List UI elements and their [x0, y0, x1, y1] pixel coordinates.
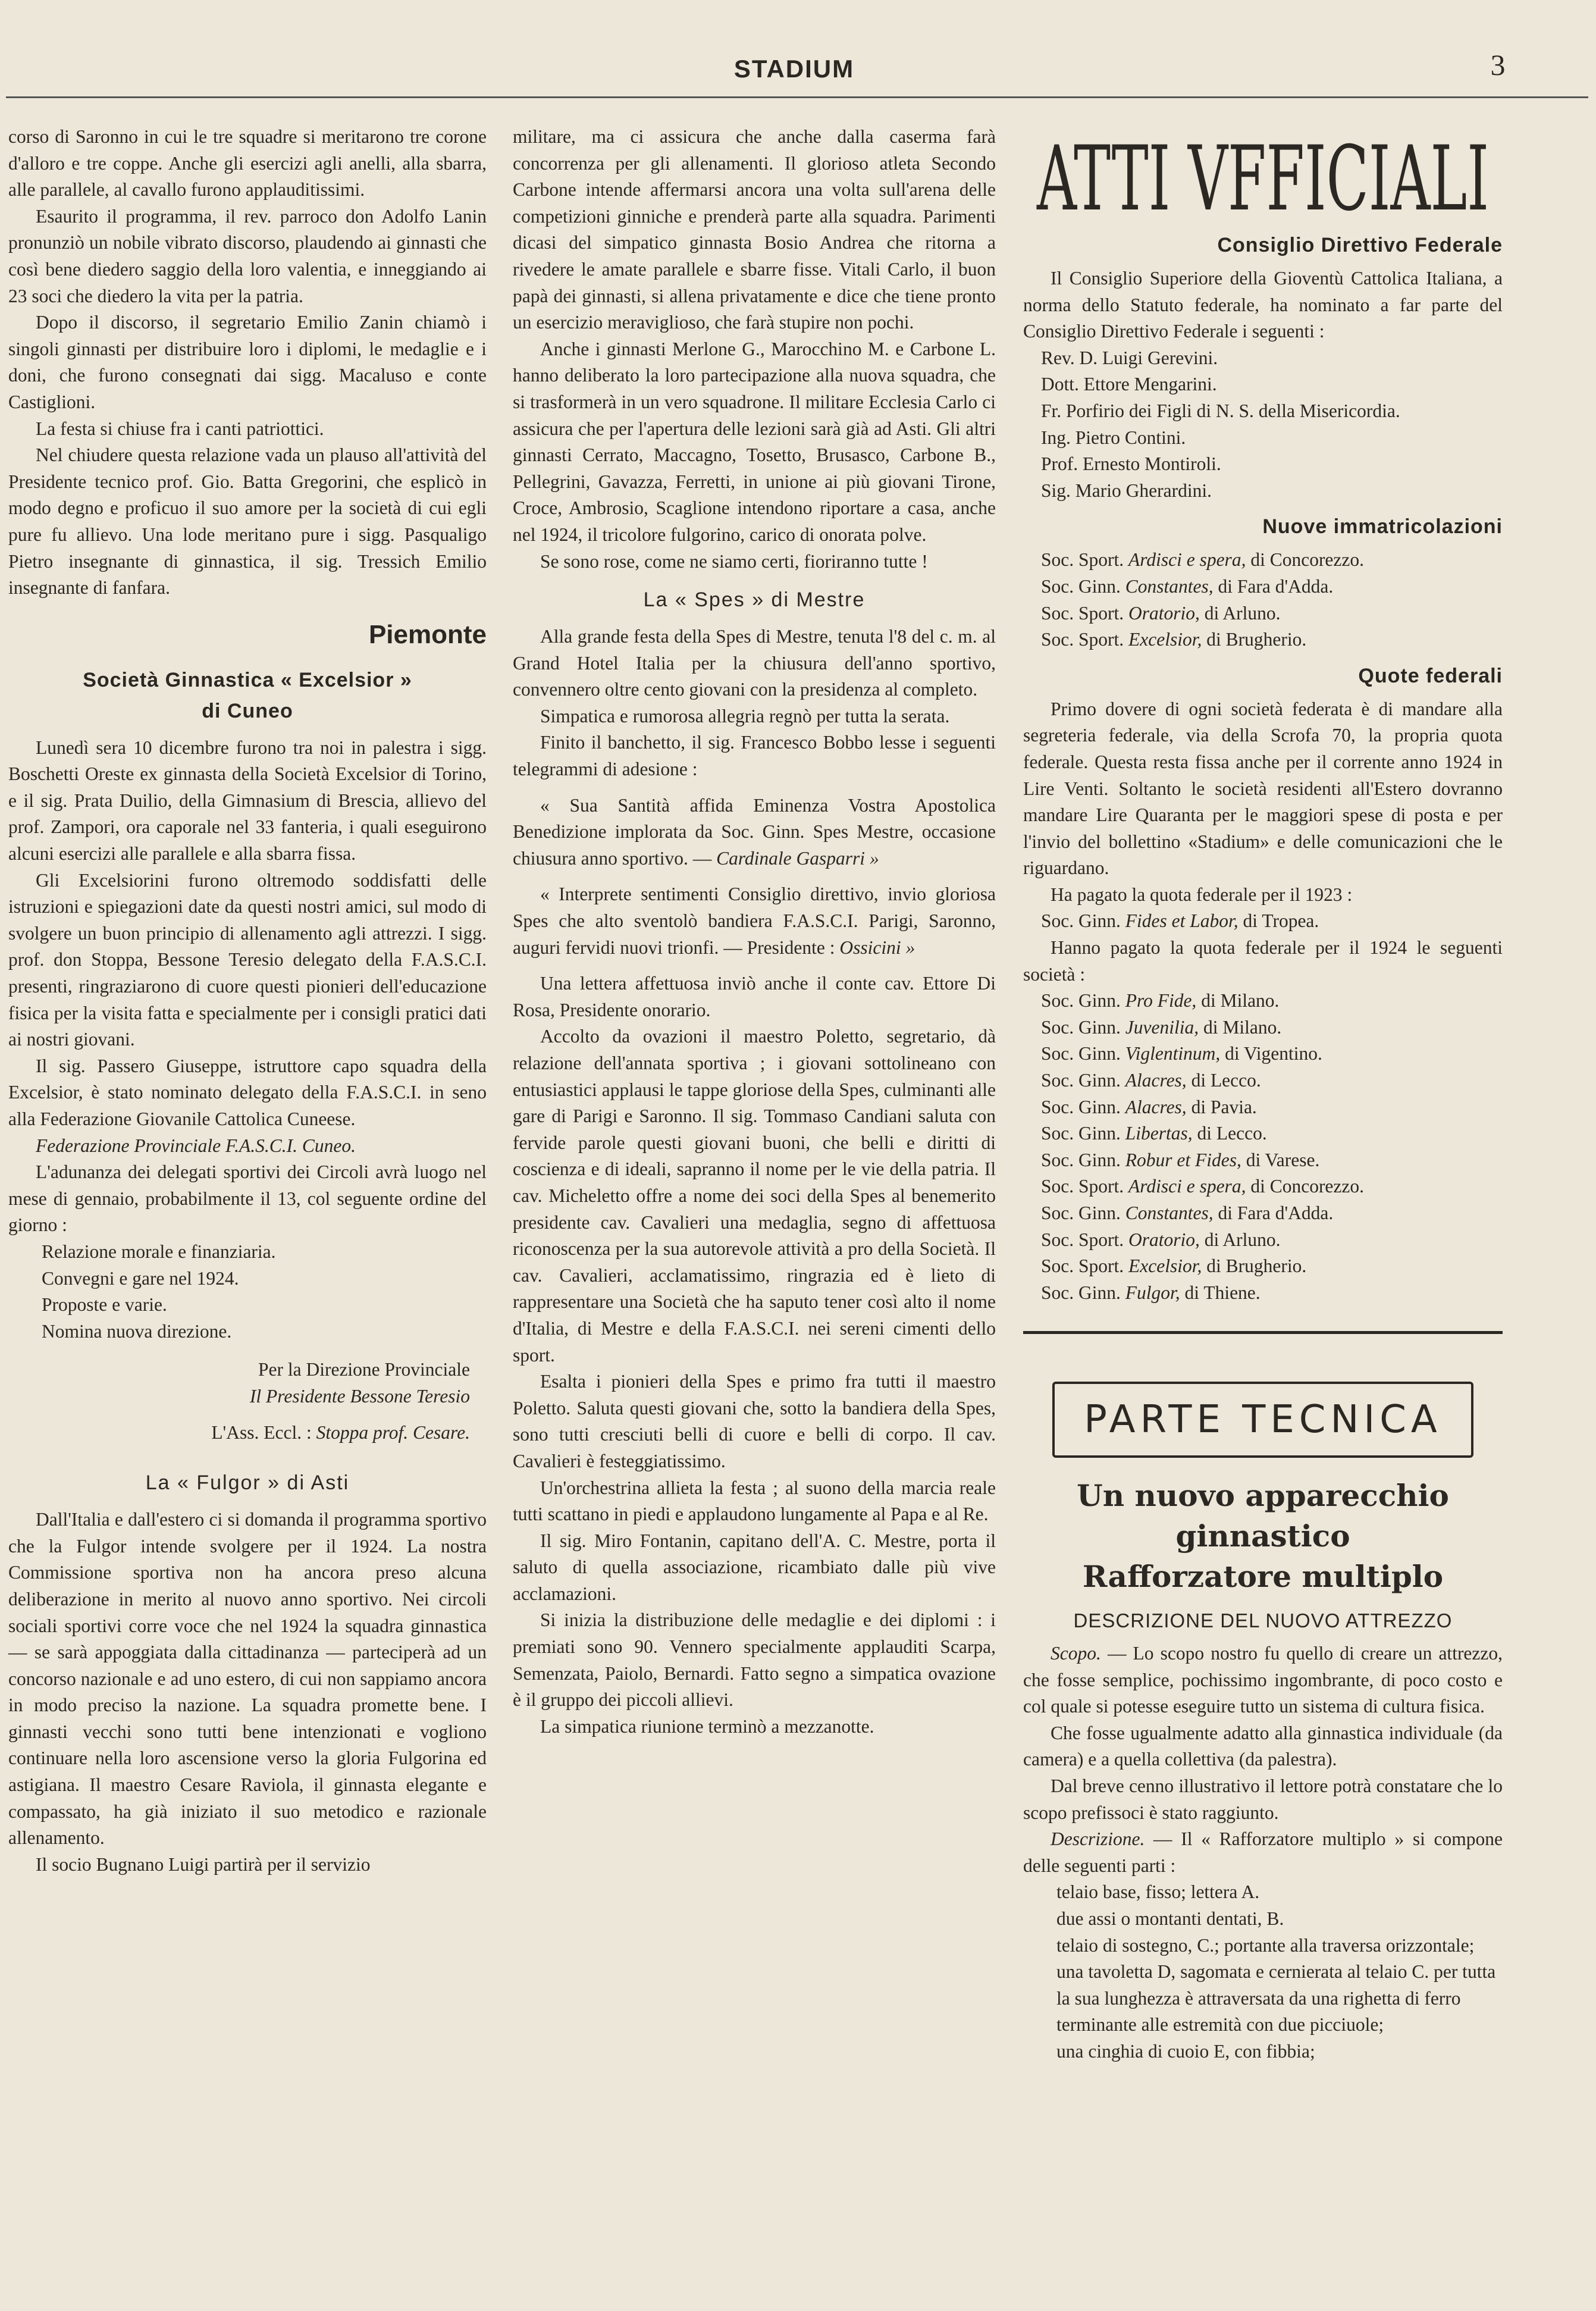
registrations-list	[1041, 547, 1503, 653]
society-city: di Brugherio.	[1202, 629, 1307, 650]
article-title	[1023, 1476, 1503, 1597]
quote-text: « Sua Santità affida Eminenza Vostra Apostolica Benedizione implorata da Soc. Ginn. Spes Mestre, occasione chiusura anno sportivo. —	[513, 794, 996, 869]
signature-name: Stoppa prof. Cesare.	[316, 1421, 470, 1443]
society-entry	[1041, 1200, 1503, 1227]
council-member: Dott. Ettore Mengarini.	[1041, 374, 1217, 395]
telegram-quote	[513, 793, 996, 872]
society-type: Soc. Ginn.	[1041, 910, 1125, 932]
society-name: Viglentinum,	[1125, 1043, 1221, 1064]
paragraph: Si inizia la distribuzione delle medaglie e dei diplomi : i premiati sono 90. Vennero specialmente applauditi Scarpa, Semenzata, Paiolo, Bernardi. Fatto segno a simpatica ovazione è il gruppo dei piccoli allievi.	[513, 1609, 996, 1711]
society-name: Excelsior,	[1128, 629, 1202, 650]
paragraph: Gli Excelsiorini furono oltremodo soddisfatti delle istruzioni e spiegazioni date da questi nostri amici, sul modo di svolgere un buon principio di allenamento agli attrezzi. I sigg. prof. don Stoppa, Bessone Teresio delegato della F.A.S.C.I. presenti, ringraziarono di cuore questi pionieri dell'educazione fisica per la visita fatta e specialmente per i consigli pratici dati ai nostri giovani.	[8, 869, 487, 1050]
society-city: di Concorezzo.	[1246, 549, 1365, 571]
paragraph: Esaurito il programma, il rev. parroco don Adolfo Lanin pronunziò un nobile vibrato discorso, plaudendo ai ginnasti che così bene diedero saggio della loro valentia, e inneggiando ai 23 soci che diedero la vita per la patria.	[8, 205, 487, 306]
society-city: di Tropea.	[1238, 910, 1319, 932]
council-member: Ing. Pietro Contini.	[1041, 427, 1186, 448]
atti-ufficiali-masthead	[1023, 127, 1503, 223]
paragraph: Dall'Italia e dall'estero ci si domanda il programma sportivo che la Fulgor intende svolgere per il 1924. La nostra Commissione sportiva non ha ancora preso alcuna deliberazione in merito al nuovo anno sportivo. Nei circoli sociali sportivi corre voce che nel 1924 la squadra ginnastica — se sarà appoggiata dalla cittadinanza — parteciperà ad un concorso nazionale e ad uno estero, di cui non sappiamo ancora in modo preciso la nazione. La squadra promette bene. I ginnasti vecchi sono tutti bene intenzionati e vogliono continuare nella loro ascensione verso la gloria Fulgorina ed astigiana. Il maestro Cesare Raviola, il ginnasta elegante e compassato, ha già iniziato il suo metodico e razionale allenamento.	[8, 1509, 487, 1849]
society-city: di Arluno.	[1199, 602, 1281, 624]
council-member: Prof. Ernesto Montiroli.	[1041, 453, 1221, 475]
council-list	[1041, 345, 1503, 505]
section-heading: Quote federali	[1358, 664, 1503, 687]
paragraph	[1023, 1826, 1503, 1879]
society-entry	[1041, 1067, 1503, 1094]
society-entry	[1041, 988, 1503, 1014]
paragraph: corso di Saronno in cui le tre squadre si meritarono tre corone d'alloro e tre coppe. Anche gli esercizi agli anelli, alla sbarra, alle parallele, al cavallo furono applauditissimi.	[8, 126, 487, 201]
part-item: una tavoletta D, sagomata e cernierata al telaio C. per tutta la sua lunghezza è attraversata da una righetta di ferro terminante alle estremità con due picciuole;	[1056, 1961, 1496, 2036]
society-type: Soc. Sport.	[1041, 1255, 1129, 1277]
paragraph: L'adunanza dei delegati sportivi dei Circoli avrà luogo nel mese di gennaio, probabilmente il 13, col seguente ordine del giorno :	[8, 1161, 487, 1236]
paragraph: Una lettera affettuosa inviò anche il conte cav. Ettore Di Rosa, Presidente onorario.	[513, 973, 996, 1020]
column-3	[1023, 124, 1503, 2065]
society-type: Soc. Ginn.	[1041, 575, 1125, 597]
society-entry	[1041, 1227, 1503, 1254]
society-city: di Pavia.	[1186, 1096, 1257, 1117]
society-city: di Milano.	[1199, 1016, 1282, 1038]
federation-line: Federazione Provinciale F.A.S.C.I. Cuneo.	[36, 1135, 356, 1156]
article-title-line: Un nuovo apparecchio ginnastico	[1077, 1478, 1449, 1554]
society-entry	[1041, 627, 1503, 653]
society-name: Ardisci e spera,	[1128, 1176, 1246, 1197]
signature-line	[8, 1420, 487, 1446]
society-type: Soc. Ginn.	[1041, 1070, 1125, 1091]
society-name: Constantes,	[1125, 1203, 1214, 1223]
society-city: di Arluno.	[1199, 1229, 1281, 1250]
society-name: Pro Fide,	[1125, 990, 1197, 1012]
society-name: Fides et Labor,	[1125, 910, 1238, 932]
society-entry	[1041, 1120, 1503, 1147]
agenda-item: Nomina nuova direzione.	[42, 1320, 232, 1342]
society-name: Oratorio,	[1128, 602, 1200, 624]
run-in-label: Descrizione.	[1051, 1828, 1145, 1850]
society-type: Soc. Ginn.	[1041, 1043, 1125, 1064]
paragraph: Che fosse ugualmente adatto alla ginnastica individuale (da camera) e a quella collettiva (da palestra).	[1023, 1722, 1503, 1770]
paragraph: Nel chiudere questa relazione vada un plauso all'attività del Presidente tecnico prof. Gio. Batta Gregorini, che esplicò in modo degno e proficuo il suo amore per la società di cui egli pure fu allievo. Una lode meritano pure i sigg. Pasqualigo Pietro insegnante di ginnastica, il sig. Tressich Emilio insegnante di fanfara.	[8, 444, 487, 599]
society-type: Soc. Ginn.	[1041, 1149, 1125, 1170]
page-number: 3	[1490, 48, 1506, 82]
paragraph: Un'orchestrina allieta la festa ; al suono della marcia reale tutti scattano in piedi e applaudono lungamente al Papa e al Re.	[513, 1477, 996, 1525]
run-in-label: Scopo.	[1051, 1642, 1101, 1664]
paragraph: Il sig. Passero Giuseppe, istruttore capo squadra della Excelsior, è stato nominato delegato della F.A.S.C.I. in seno alla Federazione Giovanile Cattolica Cuneese.	[8, 1055, 487, 1129]
society-type: Soc. Sport.	[1041, 1176, 1129, 1197]
paragraph: La simpatica riunione terminò a mezzanotte.	[540, 1715, 874, 1737]
telegram-quote	[513, 881, 996, 961]
header-rule	[6, 96, 1588, 98]
society-name: Robur et Fides,	[1125, 1149, 1241, 1170]
society-type: Soc. Ginn.	[1041, 1016, 1125, 1038]
society-name: Alacres,	[1125, 1096, 1187, 1117]
paragraph-text: — Lo scopo nostro fu quello di creare un attrezzo, che fosse semplice, pochissimo ingombrante, di poco costo e col quale si potesse eseguire tutto un sistema di cultura fisica.	[1023, 1642, 1503, 1717]
society-city: di Vigentino.	[1220, 1043, 1322, 1064]
society-name: Juvenilia,	[1125, 1016, 1199, 1038]
section-heading: La « Fulgor » di Asti	[145, 1471, 350, 1495]
signature-line: Il Presidente Bessone Teresio	[249, 1385, 470, 1407]
column-1	[8, 124, 487, 1878]
society-entry	[1041, 1041, 1503, 1067]
society-city: di Milano.	[1196, 990, 1280, 1012]
society-type: Soc. Ginn.	[1041, 1096, 1125, 1117]
masthead-lettering	[1028, 127, 1498, 223]
paragraph: Lunedì sera 10 dicembre furono tra noi in palestra i sigg. Boschetti Oreste ex ginnasta della Società Excelsior di Torino, e il sig. Prata Duilio, della Gimnasium di Brescia, allievo del prof. Zampori, ora caporale nel 33 fanteria, i quali eseguirono alcuni esercizi alle parallele e alla sbarra fissa.	[8, 737, 487, 865]
paragraph: Se sono rose, come ne siamo certi, fioriranno tutte !	[540, 550, 928, 572]
society-entry	[1041, 908, 1503, 935]
society-entry	[1041, 1253, 1503, 1280]
society-city: di Concorezzo.	[1246, 1176, 1365, 1197]
paragraph: Dal breve cenno illustrativo il lettore potrà constatare che lo scopo prefissoci è stato raggiunto.	[1023, 1775, 1503, 1823]
paid-1924-list	[1041, 988, 1503, 1306]
part-item: una cinghia di cuoio E, con fibbia;	[1056, 2040, 1315, 2062]
quote-signature: Ossicini »	[839, 937, 915, 958]
society-name: Fulgor,	[1125, 1282, 1180, 1303]
part-item: telaio base, fisso; lettera A.	[1056, 1881, 1260, 1903]
society-entry	[1041, 547, 1503, 574]
paragraph: Esalta i pionieri della Spes e primo fra tutti il maestro Poletto. Saluta questi giovani che, sotto la bandiera della Spes, sono tutti cresciuti belli di cuore e belli di corpo. Il cav. Cavalieri è festeggiatissimo.	[513, 1371, 996, 1471]
running-header	[0, 0, 1596, 104]
section-heading: Nuove immatricolazioni	[1262, 515, 1503, 538]
society-type: Soc. Ginn.	[1041, 1282, 1125, 1303]
society-city: di Thiene.	[1180, 1282, 1261, 1303]
society-city: di Lecco.	[1192, 1123, 1267, 1144]
society-city: di Varese.	[1241, 1149, 1320, 1170]
signature-line: Per la Direzione Provinciale	[258, 1359, 470, 1380]
section-heading: Società Ginnastica « Excelsior »	[83, 668, 412, 691]
masthead-text: ATTI VFFICIALI	[1036, 127, 1489, 223]
section-heading: di Cuneo	[202, 699, 293, 722]
part-item: telaio di sostegno, C.; portante alla traversa orizzontale;	[1056, 1934, 1475, 1956]
article-subtitle: DESCRIZIONE DEL NUOVO ATTREZZO	[1073, 1609, 1453, 1632]
section-heading: Consiglio Direttivo Federale	[1217, 234, 1503, 256]
paragraph-text: — Il « Rafforzatore multiplo » si compone delle seguenti parti :	[1023, 1828, 1503, 1876]
society-type: Soc. Ginn.	[1041, 1123, 1125, 1144]
society-name: Excelsior,	[1128, 1255, 1202, 1277]
paragraph: Il sig. Miro Fontanin, capitano dell'A. C. Mestre, porta il saluto di quella associazione, ricambiato dalle più vive acclamazioni.	[513, 1530, 996, 1604]
society-type: Soc. Sport.	[1041, 549, 1129, 571]
society-type: Soc. Sport.	[1041, 629, 1129, 650]
quote-signature: Cardinale Gasparri »	[716, 847, 879, 869]
society-entry	[1041, 1094, 1503, 1121]
society-entry	[1041, 1280, 1503, 1307]
agenda-item: Proposte e varie.	[42, 1294, 167, 1316]
paragraph: Dopo il discorso, il segretario Emilio Zanin chiamò i singoli ginnasti per distribuire loro i diplomi, le medaglie e i doni, che furono consegnati dai sigg. Macaluso e conte Castiglioni.	[8, 312, 487, 412]
council-member: Rev. D. Luigi Gerevini.	[1041, 347, 1218, 368]
society-type: Soc. Sport.	[1041, 1229, 1129, 1250]
society-name: Alacres,	[1125, 1070, 1187, 1091]
council-member: Fr. Porfirio dei Figli di N. S. della Misericordia.	[1041, 400, 1400, 421]
agenda-item: Convegni e gare nel 1924.	[42, 1267, 239, 1289]
paragraph: Finito il banchetto, il sig. Francesco Bobbo lesse i seguenti telegrammi di adesione :	[513, 732, 996, 780]
parte-tecnica-banner	[1023, 1331, 1503, 1458]
paragraph: La festa si chiuse fra i canti patriottici.	[36, 418, 324, 439]
society-type: Soc. Ginn.	[1041, 1203, 1125, 1223]
publication-title: STADIUM	[733, 55, 855, 83]
paragraph	[1023, 1640, 1503, 1720]
paragraph: Alla grande festa della Spes di Mestre, tenuta l'8 del c. m. al Grand Hotel Italia per la chiusura dell'anno sportivo, convennero oltre cento giovani con la presidenza al completo.	[513, 626, 996, 700]
column-2	[513, 124, 996, 1740]
society-entry	[1041, 600, 1503, 627]
quote-text: « Interprete sentimenti Consiglio direttivo, invio gloriosa Spes che alto sventolò bandiera F.A.S.C.I. Parigi, Saronno, auguri fervidi nuovi trionfi. — Presidente :	[513, 884, 996, 958]
paragraph: Simpatica e rumorosa allegria regnò per tutta la serata.	[540, 705, 950, 727]
agenda-item: Relazione morale e finanziaria.	[42, 1241, 276, 1262]
society-city: di Brugherio.	[1202, 1255, 1307, 1277]
society-name: Ardisci e spera,	[1128, 549, 1246, 571]
signature-role: L'Ass. Eccl. :	[211, 1421, 316, 1443]
part-item: due assi o montanti dentati, B.	[1056, 1908, 1284, 1929]
article-title-line: Rafforzatore multiplo	[1082, 1559, 1444, 1595]
paragraph: Primo dovere di ogni società federata è di mandare alla segreteria federale, via della Scrofa 70, la propria quota federale. Questa resta fissa anche per il corrente anno 1924 in Lire Venti. Soltanto le società residenti all'Estero dovranno mandare Lire Quaranta per le maggiori spese di posta e per l'invio del bollettino «Stadium» e delle comunicazioni che le riguardano.	[1023, 698, 1503, 879]
paid-1923-list	[1041, 908, 1503, 935]
section-heading: La « Spes » di Mestre	[643, 588, 866, 612]
society-city: di Fara d'Adda.	[1213, 1203, 1334, 1223]
paragraph: Hanno pagato la quota federale per il 1924 le seguenti società :	[1023, 937, 1503, 985]
paragraph: Anche i ginnasti Merlone G., Marocchino M. e Carbone L. hanno deliberato la loro partecipazione alla nuova squadra, che si trasformerà in un vero squadrone. Il militare Ecclesia Carlo ci assicura che per l'apertura delle lezioni sarà già ad Asti. Gli altri ginnasti Cerrato, Maccagno, Tosetto, Brusasco, Carbone B., Pellegrini, Gavazza, Ferretti, in unione ai più giovani Tirone, Croce, Ambrosio, Scaglione intendono riportare a casa, anche nel 1924, il tricolore fulgorino, carico di onorata polve.	[513, 338, 996, 545]
banner-label: PARTE TECNICA	[1052, 1382, 1473, 1458]
society-name: Oratorio,	[1128, 1229, 1200, 1250]
parts-list	[1023, 1879, 1503, 2065]
society-entry	[1041, 1014, 1503, 1041]
council-member: Sig. Mario Gherardini.	[1041, 480, 1212, 501]
paragraph: Il socio Bugnano Luigi partirà per il servizio	[36, 1853, 371, 1875]
paragraph: Accolto da ovazioni il maestro Poletto, segretario, dà relazione dell'annata sportiva ; i giovani sottolineano con entusiastici applausi le tappe gloriose della Spes, culminanti alle gare di Parigi e Saronno. Il sig. Tommaso Candiani saluta con fervide parole questi giovani buoni, che belli e diritti di coscienza e di ideali, sapranno il nome per le vie della patria. Il cav. Micheletto offre a nome dei soci della Spes al benemerito presidente cav. Cavalieri una medaglia, segno di affettuosa riconoscenza per la sua autorevole attività a pro della Società. Il cav. Cavalieri, acclamatissimo, ringrazia ed è lieto di rappresentare una Società che ha saputo tener così alto il nome d'Italia, di Mestre e della F.A.S.C.I. nei sereni cimenti dello sport.	[513, 1026, 996, 1366]
society-name: Libertas,	[1125, 1123, 1193, 1144]
agenda-list	[8, 1239, 487, 1345]
region-heading: Piemonte	[368, 619, 487, 649]
paragraph: militare, ma ci assicura che anche dalla caserma farà concorrenza per gli allenamenti. Il glorioso atleta Secondo Carbone intende affermarsi ancora una volta sull'arena delle competizioni ginniche e prenderà parte alla squadra. Parimenti dicasi del simpatico ginnasta Bosio Andrea che ritorna a rivedere le amate parallele e sbarre fisse. Vitali Carlo, il buon papà dei ginnasti, si allena privatamente e dice che tiene pronto un esercizio meraviglioso, che farà stupire non pochi.	[513, 126, 996, 333]
paragraph: Il Consiglio Superiore della Gioventù Cattolica Italiana, a norma dello Statuto federale, ha nominato a far parte del Consiglio Direttivo Federale i seguenti :	[1023, 268, 1503, 342]
society-type: Soc. Sport.	[1041, 602, 1129, 624]
paragraph: Ha pagato la quota federale per il 1923 :	[1051, 884, 1353, 905]
society-city: di Lecco.	[1186, 1070, 1261, 1091]
society-entry	[1041, 574, 1503, 600]
society-city: di Fara d'Adda.	[1213, 575, 1334, 597]
society-type: Soc. Ginn.	[1041, 990, 1125, 1012]
society-entry	[1041, 1173, 1503, 1200]
society-entry	[1041, 1147, 1503, 1174]
society-name: Constantes,	[1125, 575, 1214, 597]
